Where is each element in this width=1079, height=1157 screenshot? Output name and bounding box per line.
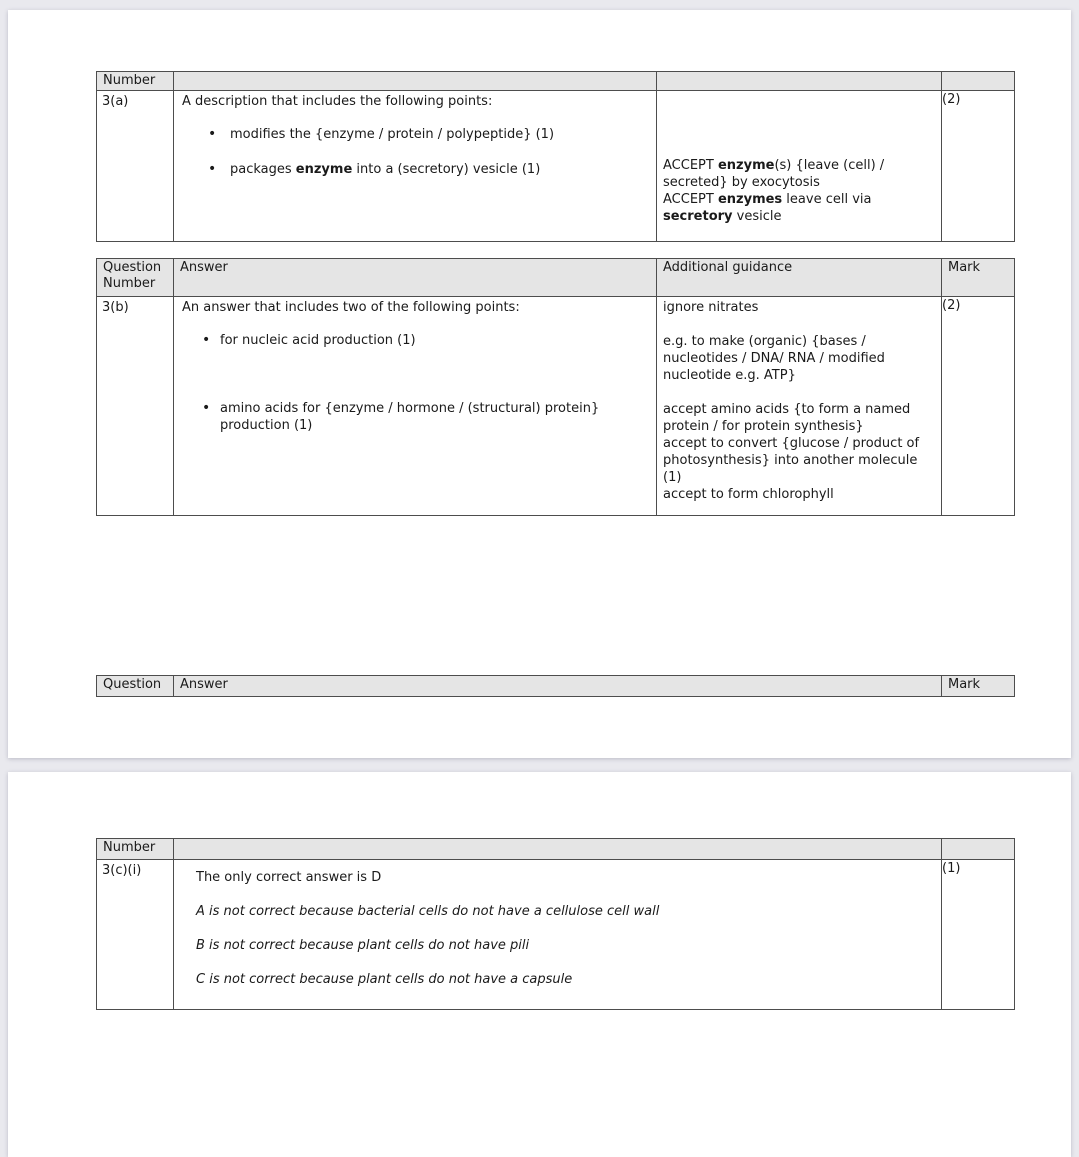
table-question-3c-i	[96, 838, 1015, 1010]
header-answer-blank	[174, 72, 657, 91]
answer-cell	[174, 297, 657, 516]
table-row	[97, 860, 1015, 1010]
header-question: Question	[97, 676, 174, 697]
answer-intro: An answer that includes two of the following points:	[182, 300, 520, 315]
mark-scheme-page-1	[8, 10, 1071, 758]
answer-line: A is not correct because bacterial cells do not have a cellulose cell wall	[196, 904, 660, 919]
table-question-3b	[96, 258, 1015, 516]
answer-cell	[174, 91, 657, 242]
mark-value: (1)	[942, 860, 1015, 1010]
header-mark: Mark	[942, 676, 1015, 697]
header-mark-blank	[942, 72, 1015, 91]
answer-bullet: • amino acids for {enzyme / hormone / (structural) protein} production (1)	[202, 400, 648, 434]
table-row	[97, 297, 1015, 516]
header-number: Number	[97, 839, 174, 860]
guidance-paragraph: ACCEPT enzymes leave cell via secretory vesicle	[663, 192, 872, 224]
guidance-cell	[657, 91, 942, 242]
answer-bullet-list	[208, 126, 648, 178]
answer-line: B is not correct because plant cells do not have pili	[196, 938, 530, 953]
table-partial-header	[96, 675, 1015, 697]
guidance-cell	[657, 297, 942, 516]
guidance-paragraph: accept to form chlorophyll	[663, 487, 834, 502]
answer-bullet: • packages enzyme into a (secretory) vesicle (1)	[208, 161, 648, 178]
header-question-number: Question Number	[97, 259, 174, 297]
guidance-paragraph: accept amino acids {to form a named protein / for protein synthesis}	[663, 402, 911, 434]
header-answer: Answer	[174, 676, 942, 697]
answer-bullet-list	[202, 332, 648, 434]
question-number: 3(b)	[97, 297, 174, 516]
answer-line: The only correct answer is D	[196, 870, 382, 885]
table-question-3a	[96, 71, 1015, 242]
mark-scheme-page-2	[8, 772, 1071, 1157]
header-answer: Answer	[174, 259, 657, 297]
answer-bullet: • modifies the {enzyme / protein / polypeptide} (1)	[208, 126, 648, 143]
table-row	[97, 91, 1015, 242]
header-mark: Mark	[942, 259, 1015, 297]
answer-cell	[174, 860, 942, 1010]
question-number: 3(c)(i)	[97, 860, 174, 1010]
answer-bullet: • for nucleic acid production (1)	[202, 332, 648, 349]
mark-value: (2)	[942, 91, 1015, 242]
guidance-paragraph: ignore nitrates	[663, 300, 759, 315]
header-number: Number	[97, 72, 174, 91]
guidance-paragraph: accept to convert {glucose / product of photosynthesis} into another molecule (1)	[663, 436, 920, 485]
answer-intro: A description that includes the following points:	[182, 94, 493, 109]
header-guidance-blank	[657, 72, 942, 91]
answer-line: C is not correct because plant cells do not have a capsule	[196, 972, 573, 987]
mark-value: (2)	[942, 297, 1015, 516]
header-additional-guidance: Additional guidance	[657, 259, 942, 297]
guidance-paragraph: e.g. to make (organic) {bases / nucleotides / DNA/ RNA / modified nucleotide e.g. ATP}	[663, 334, 885, 383]
header-answer-blank	[174, 839, 942, 860]
guidance-paragraph: ACCEPT enzyme(s) {leave (cell) / secreted} by exocytosis	[663, 158, 885, 190]
header-mark-blank	[942, 839, 1015, 860]
question-number: 3(a)	[97, 91, 174, 242]
